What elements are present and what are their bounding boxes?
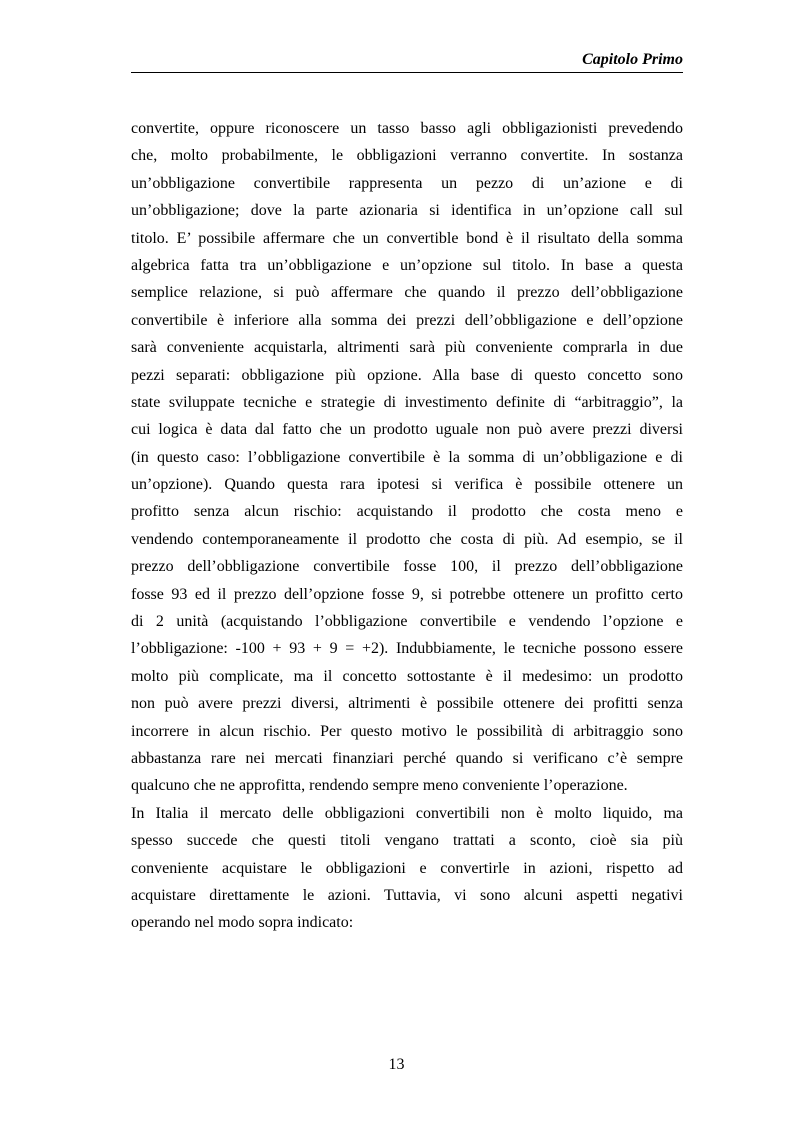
text-line: state sviluppate tecniche e strategie di investimento definite di “arbitraggio”, la (131, 393, 683, 411)
text-line: non può avere prezzi diversi, altrimenti è possibile ottenere dei profitti senza (131, 695, 683, 713)
text-line: incorrere in alcun rischio. Per questo motivo le possibilità di arbitraggio sono (131, 722, 683, 740)
text-line: profitto senza alcun rischio: acquistando il prodotto che costa meno e (131, 503, 683, 521)
text-line: algebrica fatta tra un’obbligazione e un’opzione sul titolo. In base a questa (131, 256, 683, 274)
text-line: un’obbligazione convertibile rappresenta un pezzo di un’azione e di (131, 174, 683, 192)
text-line: acquistare direttamente le azioni. Tuttavia, vi sono alcuni aspetti negativi (131, 886, 683, 904)
text-line: molto più complicate, ma il concetto sottostante è il medesimo: un prodotto (131, 667, 683, 685)
page-header (131, 50, 683, 70)
text-line: vendendo contemporaneamente il prodotto che costa di più. Ad esempio, se il (131, 530, 683, 548)
text-line: prezzo dell’obbligazione convertibile fosse 100, il prezzo dell’obbligazione (131, 558, 683, 576)
text-line: di 2 unità (acquistando l’obbligazione convertibile e vendendo l’opzione e (131, 613, 683, 631)
text-line: qualcuno che ne approfitta, rendendo sempre meno conveniente l’operazione. (131, 777, 628, 795)
text-line: fosse 93 ed il prezzo dell’opzione fosse 9, si potrebbe ottenere un profitto certo (131, 585, 683, 603)
text-line: pezzi separati: obbligazione più opzione. Alla base di questo concetto sono (131, 366, 683, 384)
text-line: l’obbligazione: -100 + 93 + 9 = +2). Indubbiamente, le tecniche possono essere (131, 640, 683, 658)
text-line: abbastanza rare nei mercati finanziari perché quando si verificano c’è sempre (131, 749, 683, 767)
header-rule (131, 72, 683, 73)
chapter-title: Capitolo Primo (582, 51, 683, 68)
text-line: convertibile è inferiore alla somma dei prezzi dell’obbligazione e dell’opzione (131, 311, 683, 329)
text-line: cui logica è data dal fatto che un prodotto uguale non può avere prezzi diversi (131, 421, 683, 439)
text-line: spesso succede che questi titoli vengano trattati a sconto, cioè sia più (131, 832, 683, 850)
text-line: conveniente acquistare le obbligazioni e convertirle in azioni, rispetto ad (131, 859, 683, 877)
text-line: operando nel modo sopra indicato: (131, 914, 354, 932)
body-text (131, 115, 683, 937)
text-line: convertite, oppure riconoscere un tasso basso agli obbligazionisti prevedendo (131, 120, 683, 137)
text-line: titolo. E’ possibile affermare che un convertible bond è il risultato della somma (131, 229, 683, 247)
text-line: semplice relazione, si può affermare che quando il prezzo dell’obbligazione (131, 284, 683, 302)
page-number: 13 (388, 1056, 405, 1073)
text-line: che, molto probabilmente, le obbligazioni verranno convertite. In sostanza (131, 147, 683, 165)
text-line: In Italia il mercato delle obbligazioni convertibili non è molto liquido, ma (131, 804, 683, 822)
text-line: sarà conveniente acquistarla, altrimenti sarà più conveniente comprarla in due (131, 339, 683, 357)
text-line: un’opzione). Quando questa rara ipotesi si verifica è possibile ottenere un (131, 476, 683, 494)
text-line: un’obbligazione; dove la parte azionaria si identifica in un’opzione call sul (131, 202, 683, 220)
text-line: (in questo caso: l’obbligazione convertibile è la somma di un’obbligazione e di (131, 448, 683, 466)
